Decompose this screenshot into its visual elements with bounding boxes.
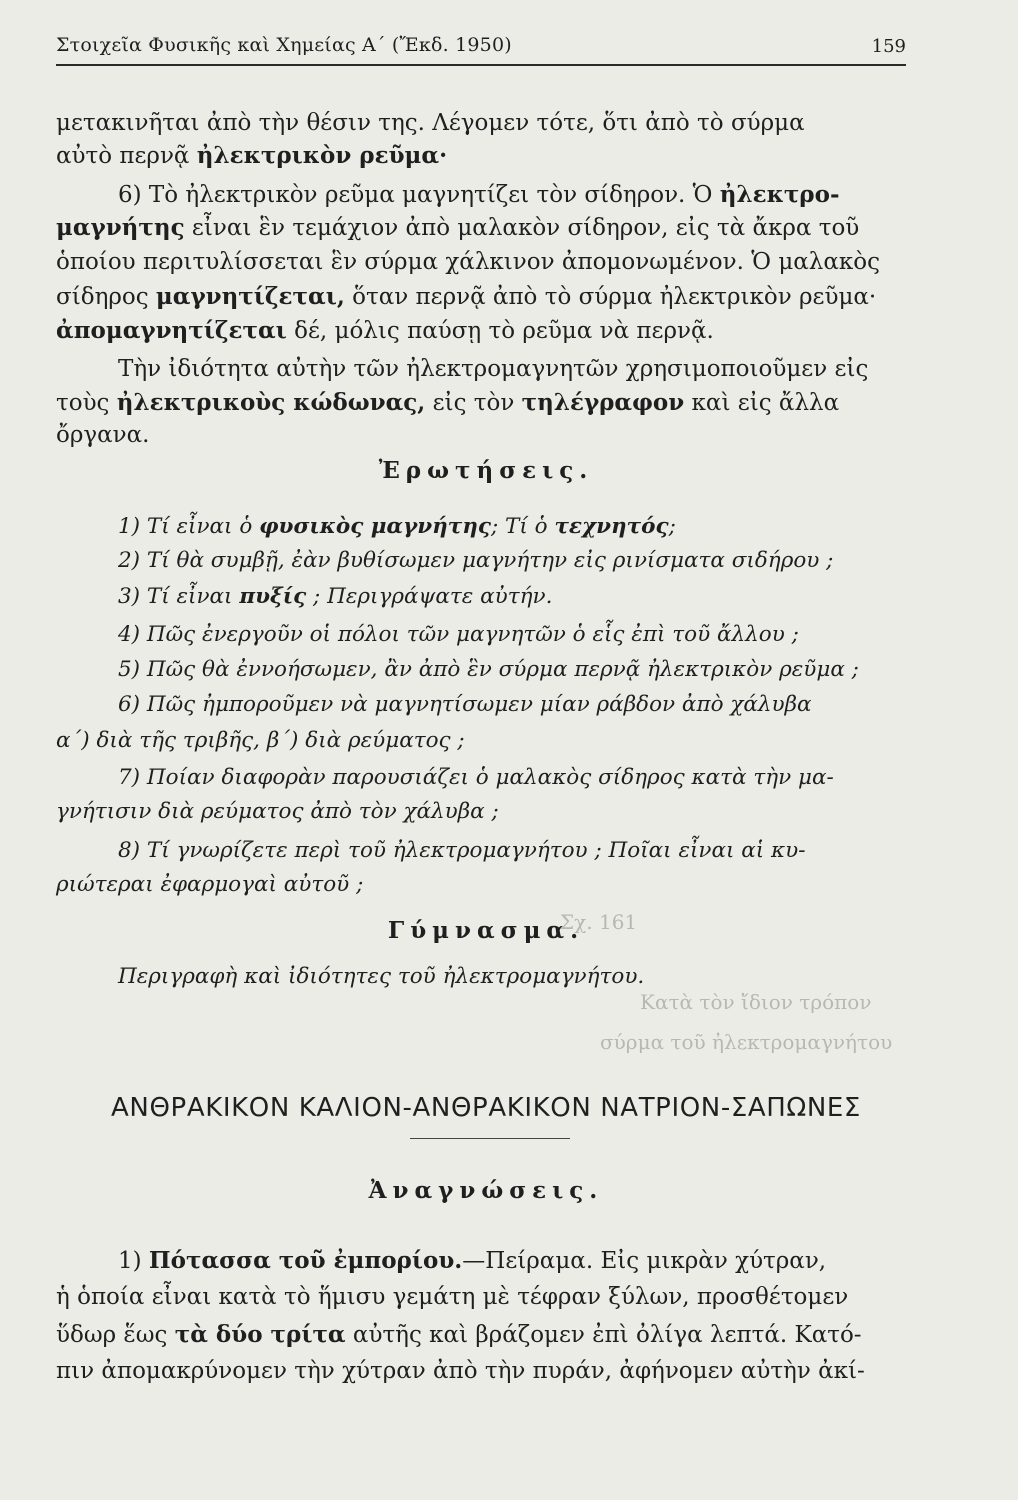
body-line: τοὺς ἠλεκτρικοὺς κώδωνας, εἰς τὸν τηλέγραφον καὶ εἰς ἄλλα	[56, 389, 840, 416]
readings-heading: Ἀναγνώσεις.	[368, 1177, 604, 1204]
running-title: Στοιχεῖα Φυσικῆς καὶ Χημείας Α΄ (Ἔκδ. 1950)	[56, 34, 512, 56]
reading-line: ὕδωρ ἕως τὰ δύο τρίτα αὐτῆς καὶ βράζομεν ἐπὶ ὀλίγα λεπτά. Κατό-	[56, 1321, 862, 1348]
exercise-heading: Γύμνασμα.	[387, 917, 585, 944]
page-header	[56, 30, 906, 62]
body-line: μαγνήτης εἶναι ἓν τεμάχιον ἀπὸ μαλακὸν σίδηρον, εἰς τὰ ἄκρα τοῦ	[56, 214, 860, 241]
question-item: 3) Τί εἶναι πυξίς ; Περιγράψατε αὐτήν.	[118, 584, 553, 609]
reading-line: ἡ ὁποία εἶναι κατὰ τὸ ἥμισυ γεμάτη μὲ τέφραν ξύλων, προσθέτομεν	[56, 1284, 849, 1310]
body-line: Τὴν ἰδιότητα αὐτὴν τῶν ἠλεκτρομαγνητῶν χρησιμοποιοῦμεν εἰς	[118, 356, 869, 382]
chapter-title: ΑΝΘΡΑΚΙΚΟΝ ΚΑΛΙΟΝ-ΑΝΘΡΑΚΙΚΟΝ ΝΑΤΡΙΟΝ-ΣΑΠΩΝΕΣ	[111, 1093, 861, 1123]
header-rule	[56, 64, 906, 66]
question-item: 7) Ποίαν διαφορὰν παρουσιάζει ὁ μαλακὸς σίδηρος κατὰ τὴν μα-	[118, 765, 834, 790]
reading-line: 1) Πότασσα τοῦ ἐμπορίου.—Πείραμα. Εἰς μικρὰν χύτραν,	[118, 1247, 827, 1274]
show-through-text: σύρμα τοῦ ἠλεκτρομαγνήτου	[600, 1030, 893, 1054]
question-item: 6) Πῶς ἠμποροῦμεν νὰ μαγνητίσωμεν μίαν ράβδον ἀπὸ χάλυβα	[118, 692, 812, 717]
body-line: ὄργανα.	[56, 422, 150, 448]
bold-term: ἀπομαγνητίζεται	[56, 317, 287, 344]
bold-term: ἠλεκτρο-	[719, 181, 840, 208]
question-item: γνήτισιν διὰ ρεύματος ἀπὸ τὸν χάλυβα ;	[56, 799, 499, 824]
bold-term: τηλέγραφον	[521, 389, 685, 416]
question-item: ριώτεραι ἐφαρμογαὶ αὐτοῦ ;	[56, 872, 364, 897]
questions-heading: Ἐρωτήσεις.	[378, 457, 594, 484]
reading-line: πιν ἀπομακρύνομεν τὴν χύτραν ἀπὸ τὴν πυράν, ἀφήνομεν αὐτὴν ἀκί-	[56, 1358, 865, 1384]
body-line: 6) Τὸ ἠλεκτρικὸν ρεῦμα μαγνητίζει τὸν σίδηρον. Ὁ ἠλεκτρο-	[118, 181, 840, 208]
bold-term: ἠλεκτρικὸν ρεῦμα·	[196, 142, 448, 169]
exercise-text: Περιγραφὴ καὶ ἰδιότητες τοῦ ἠλεκτρομαγνήτου.	[118, 964, 645, 989]
question-item: 5) Πῶς θὰ ἐννοήσωμεν, ἂν ἀπὸ ἓν σύρμα περνᾷ ἠλεκτρικὸν ρεῦμα ;	[118, 657, 859, 682]
bold-term: ἠλεκτρικοὺς κώδωνας,	[116, 389, 426, 416]
body-line: μετακινῆται ἀπὸ τὴν θέσιν της. Λέγομεν τότε, ὅτι ἀπὸ τὸ σύρμα	[56, 110, 805, 136]
show-through-text: Σχ. 161	[560, 910, 638, 934]
bold-term: μαγνητίζεται,	[155, 283, 345, 310]
body-line: ὁποίου περιτυλίσσεται ἓν σύρμα χάλκινον ἀπομονωμένον. Ὁ μαλακὸς	[56, 249, 881, 275]
body-line: ἀπομαγνητίζεται δέ, μόλις παύσῃ τὸ ρεῦμα νὰ περνᾷ.	[56, 317, 714, 344]
question-item: 4) Πῶς ἐνεργοῦν οἱ πόλοι τῶν μαγνητῶν ὁ εἷς ἐπὶ τοῦ ἄλλου ;	[118, 622, 799, 647]
bold-term: μαγνήτης	[56, 214, 185, 241]
show-through-text: Κατὰ τὸν ἴδιον τρόπον	[640, 990, 872, 1014]
title-rule	[410, 1138, 570, 1139]
body-line: σίδηρος μαγνητίζεται, ὅταν περνᾷ ἀπὸ τὸ σύρμα ἠλεκτρικὸν ρεῦμα·	[56, 283, 877, 310]
body-line: αὐτὸ περνᾷ ἠλεκτρικὸν ρεῦμα·	[56, 142, 448, 169]
question-item: α΄) διὰ τῆς τριβῆς, β΄) διὰ ρεύματος ;	[56, 728, 465, 753]
page-number: 159	[871, 36, 906, 57]
question-item: 2) Τί θὰ συμβῇ, ἐὰν βυθίσωμεν μαγνήτην εἰς ρινίσματα σιδήρου ;	[118, 548, 834, 573]
question-item: 8) Τί γνωρίζετε περὶ τοῦ ἠλεκτρομαγνήτου ; Ποῖαι εἶναι αἱ κυ-	[118, 838, 806, 863]
question-item: 1) Τί εἶναι ὁ φυσικὸς μαγνήτης; Τί ὁ τεχνητός;	[118, 514, 676, 539]
